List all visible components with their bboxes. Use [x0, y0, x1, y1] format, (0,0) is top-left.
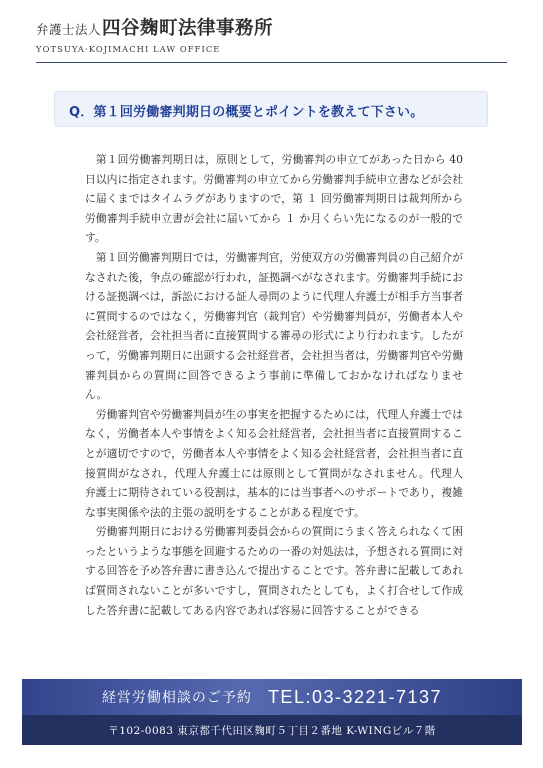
answer-paragraph-2: 第１回労働審判期日では，労働審判官，労使双方の労働審判員の自己紹介がなされた後，争点の確認が行われ，証拠調べがなされます。労働審判手続における証拠調べは，訴訟における証人尋問のように代理人弁護士が相手方当事者に質問するのではなく，労働審判官（裁判官）や労働審判員が，労働者本人や会社経営者，会社担当者に直接質問する審尋の形式により行われます。したがって，労働審判期日に出頭する会社経営者，会社担当者は，労働審判官や労働審判員からの質問に回答できるよう事前に準備しておかなければなりません。: [85, 250, 463, 402]
firm-name-english: YOTSUYA·KOJIMACHI LAW OFFICE: [36, 44, 221, 54]
phone-number[interactable]: TEL:03-3221-7137: [267, 686, 443, 707]
answer-paragraph-4: 労働審判期日における労働審判委員会からの質問にうまく答えられなくて困ったというような事態を回避するための一番の対処法は，予想される質問に対する回答を予め答弁書に書き込んで提出することです。答弁書に記載してあれば質問されないことが多いですし，質問されたとしても，よく打合せして作成した答弁書に記載してある内容であれば容易に回答することができる: [85, 525, 463, 617]
answer-paragraph-3: 労働審判官や労働審判員が生の事実を把握するためには，代理人弁護士ではなく，労働者本人や事情をよく知る会社経営者，会社担当者に直接質問することが適切ですので，労働者本人や事情をよく知る会社経営者，会社担当者に直接質問がなされ，代理人弁護士には原則として質問がなされません。代理人弁護士に期待されている役割は，基本的には当事者へのサポートであり，複雑な事実関係や法的主張の説明をすることがある程度です。: [85, 407, 463, 519]
firm-main-name: 四谷麹町法律事務所: [102, 18, 274, 39]
office-address: 〒102-0083 東京都千代田区麹町５丁目２番地 K-WINGビル７階: [22, 715, 522, 745]
consultation-label: 経営労働相談のご予約: [101, 690, 252, 706]
answer-paragraph-1: 第１回労働審判期日は，原則として，労働審判の申立てがあった日から 40 日以内に指定されます。労働審判の申立てから労働審判手続申立書などが会社に届くまではタイムラグがありますので，第 １ 回労働審判期日は裁判所から労働審判手続申立書が会社に届いてから １ か月くらい先になるのが一般的です。: [85, 153, 463, 245]
answer-body: [85, 150, 463, 620]
firm-prefix: 弁護士法人: [36, 22, 102, 37]
question-heading: Q．第１回労働審判期日の概要とポイントを教えて下さい。: [69, 105, 424, 120]
consultation-banner[interactable]: [22, 679, 522, 715]
firm-name: [36, 14, 506, 40]
consultation-content: [22, 679, 522, 715]
header-divider: [36, 62, 507, 63]
header: [36, 14, 506, 54]
question-box: [54, 91, 488, 127]
